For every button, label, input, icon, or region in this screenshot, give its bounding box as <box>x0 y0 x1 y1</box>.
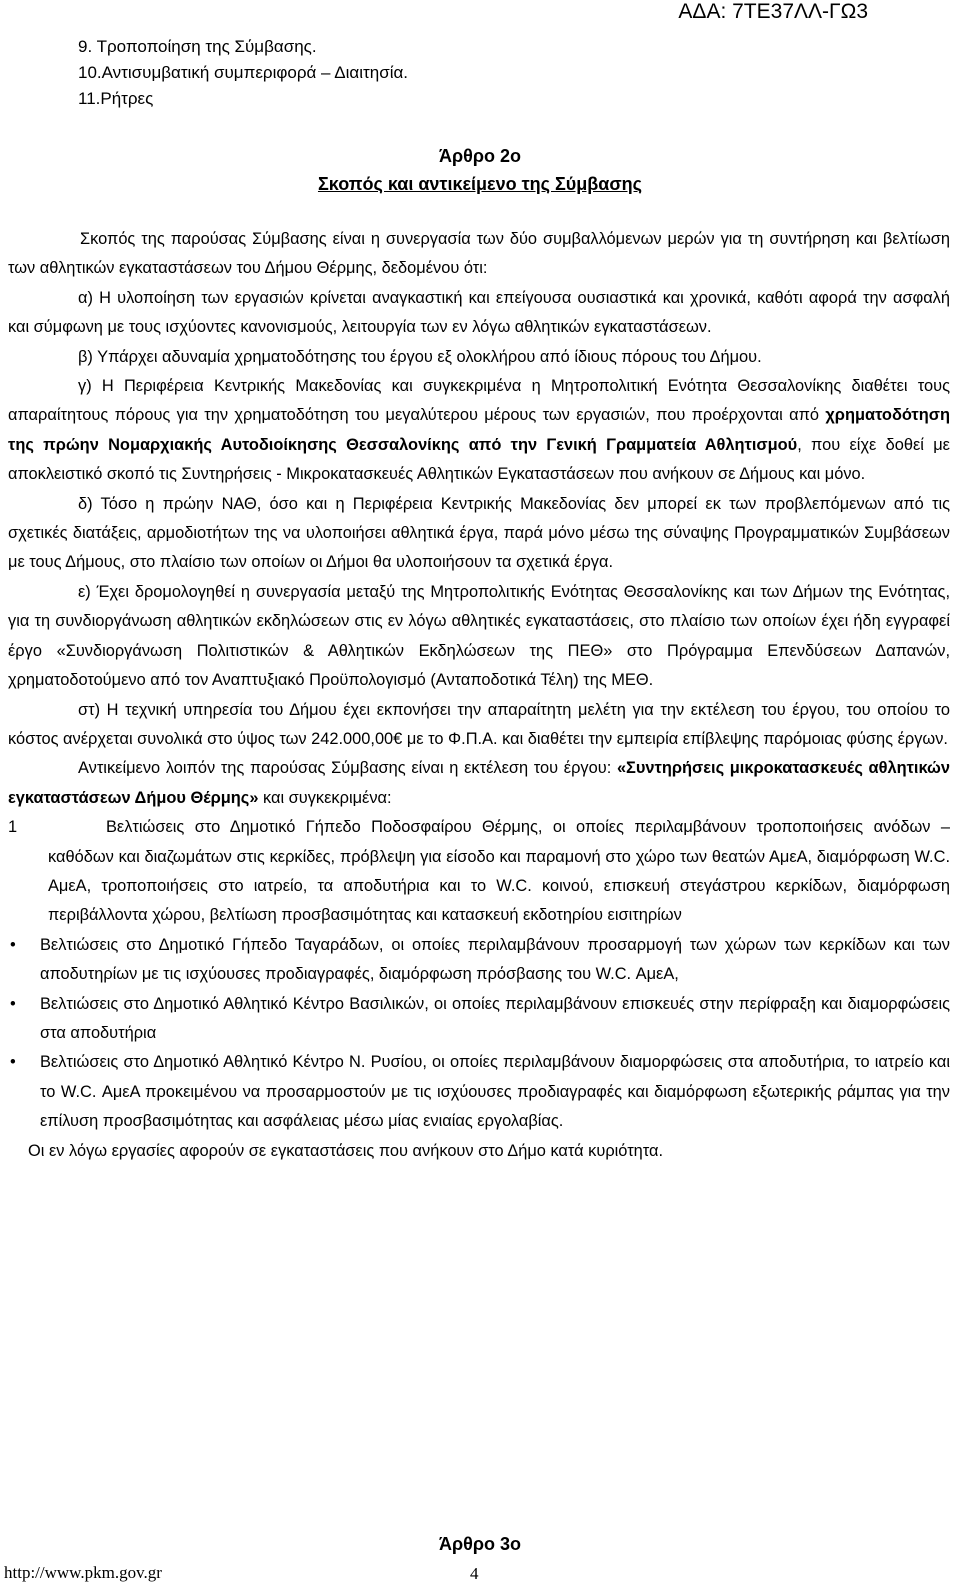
bullet-item-text: Βελτιώσεις στο Δημοτικό Αθλητικό Κέντρο Βασιλικών, οι οποίες περιλαμβάνουν επισκευές στην περίφραξη και διαμορφώσεις στα αποδυτήρια <box>40 994 950 1042</box>
closing-paragraph: Οι εν λόγω εργασίες αφορούν σε εγκαταστάσεις που ανήκουν στο Δήμο κατά κυριότητα. <box>28 1141 664 1160</box>
toc-item: 11.Ρήτρες <box>78 89 154 108</box>
article-2-title: Άρθρο 2ο <box>438 146 521 166</box>
bullet-icon: • <box>10 1053 16 1072</box>
bullet-item <box>8 990 950 1049</box>
paragraph-c <box>8 372 950 490</box>
paragraph-st: στ) Η τεχνική υπηρεσία του Δήμου έχει εκπονήσει την απαραίτητη μελέτη για την εκτέλεση του έργου, του οποίου το κόστος ανέρχεται συνολικά στο ύψος των 242.000,00€ με το Φ.Π.Α. και διαθέτει την εμπειρία επίβλεψης παρόμοιας φύσης έργων. <box>8 700 950 748</box>
document-body <box>8 225 950 1166</box>
bullet-item-text: Βελτιώσεις στο Δημοτικό Γήπεδο Ταγαράδων, οι οποίες περιλαμβάνουν προσαρμογή των χώρων των κερκίδων και των αποδυτηρίων με τις ισχύουσες προδιαγραφές, διαμόρφωση πρόσβασης του W.C. ΑμεΑ, <box>40 935 950 984</box>
paragraph-e: ε) Έχει δρομολογηθεί η συνεργασία μεταξύ της Μητροπολιτικής Ενότητας Θεσσαλονίκης και των Δήμων της Ενότητας, για τη συνδιοργάνωση αθλητικών εκδηλώσεων στις εν λόγω αθλητικές εγκαταστάσεις, στο πλαίσιο των οποίων έχει ήδη εγγραφεί έργο «Συνδιοργάνωση Πολιτιστικών & Αθλητικών Εκδηλώσεων της ΠΕΘ» στο Πρόγραμμα Επενδύσεων Δαπανών, χρηματοδοτούμενο από τον Αναπτυξιακό Προϋπολογισμό (Ανταποδοτικά Τέλη) της ΜΕΘ. <box>8 582 950 690</box>
bullet-icon: • <box>10 994 16 1013</box>
intro-paragraph: Σκοπός της παρούσας Σύμβασης είναι η συνεργασία των δύο συμβαλλόμενων μερών για τη συντήρηση και βελτίωση των αθλητικών εγκαταστάσεων του Δήμου Θέρμης, δεδομένου ότι: <box>8 230 950 278</box>
paragraph-c-bold: χρηματοδότηση της πρώην Νομαρχιακής Αυτοδιοίκησης Θεσσαλονίκης από την Γενική Γραμματεία Αθλητισμού <box>8 406 950 454</box>
toc-item: 10.Αντισυμβατική συμπεριφορά – Διαιτησία. <box>78 63 409 82</box>
numbered-item-label: 1 <box>8 818 18 837</box>
numbered-item <box>8 813 950 931</box>
ada-code: ΑΔΑ: 7ΤΕ37ΛΛ-ΓΩ3 <box>678 0 868 23</box>
article-2-subtitle: Σκοπός και αντικείμενο της Σύμβασης <box>317 174 643 194</box>
object-title-bold: «Συντηρήσεις μικροκατασκευές αθλητικών εγκαταστάσεων Δήμου Θέρμης» <box>8 759 951 807</box>
footer-url: http://www.pkm.gov.gr <box>4 1563 162 1582</box>
paragraph-d: δ) Τόσο η πρώην ΝΑΘ, όσο και η Περιφέρεια Κεντρικής Μακεδονίας δεν μπορεί εκ των προβλεπόμενων από τις σχετικές διατάξεις, αρμοδιοτήτων της να υλοποιήσει αθλητικά έργα, παρά μόνο μέσω της σύναψης Προγραμματικών Συμβάσεων με τους Δήμους, στο πλαίσιο των οποίων οι Δήμοι θα υλοποιήσουν τα σχετικά έργα. <box>8 494 950 572</box>
toc-list <box>78 34 408 112</box>
paragraph-c-text: γ) Η Περιφέρεια Κεντρικής Μακεδονίας και συγκεκριμένα η Μητροπολιτική Ενότητα Θεσσαλονίκης διαθέτει τους απαραίτητους πόρους για την χρηματοδότηση του μεγαλύτερου μέρους των εργασιών, που προέρχονται από <box>8 377 950 425</box>
bullet-item-text: Βελτιώσεις στο Δημοτικό Αθλητικό Κέντρο Ν. Ρυσίου, οι οποίες περιλαμβάνουν διαμορφώσεις στα αποδυτήρια, το ιατρείο και το W.C. ΑμεΑ προκειμένου να προσαρμοστούν με τις ισχύουσες προδιαγραφές και διαμόρφωση εξωτερικής ράμπας για την επίλυση προσβασιμότητας και ασφάλειας μέσω μίας ενιαίας εργολαβίας. <box>40 1053 950 1131</box>
bullet-icon: • <box>10 935 16 954</box>
paragraph-a: α) Η υλοποίηση των εργασιών κρίνεται αναγκαστική και επείγουσα ουσιαστικά και χρονικά, καθότι αφορά την ασφαλή και σύμφωνη με τους ισχύοντες κανονισμούς, λειτουργία των εν λόγω αθλητικών εγκαταστάσεων. <box>8 288 950 337</box>
toc-item: 9. Τροποποίηση της Σύμβασης. <box>78 37 317 56</box>
paragraph-b: β) Υπάρχει αδυναμία χρηματοδότησης του έργου εξ ολοκλήρου από ίδιους πόρους του Δήμου. <box>78 347 762 366</box>
page-number: 4 <box>470 1564 479 1583</box>
object-text: Αντικείμενο λοιπόν της παρούσας Σύμβασης είναι η εκτέλεση του έργου: <box>78 759 617 778</box>
bullet-item <box>8 1048 950 1136</box>
article-3-title: Άρθρο 3ο <box>438 1534 521 1554</box>
object-paragraph <box>8 754 950 813</box>
object-text-end: και συγκεκριμένα: <box>258 788 392 807</box>
numbered-item-text: Βελτιώσεις στο Δημοτικό Γήπεδο Ποδοσφαίρου Θέρμης, οι οποίες περιλαμβάνουν τροποποιήσεις ανόδων – καθόδων και διαζωμάτων στις κερκίδες, πρόβλεψη για είσοδο και παραμονή στο χώρο των θεατών ΑμεΑ, διαμόρφωση W.C. ΑμεΑ, τροποποιήσεις στο ιατρείο, τα αποδυτήρια και το W.C. κοινού, επισκευή στεγάστρου κερκίδων, διαμόρφωση περιβάλλοντα χώρου, βελτίωση προσβασιμότητας και κατασκευή εκδοτηρίου εισιτηρίων <box>48 818 950 925</box>
bullet-item <box>8 931 950 990</box>
paragraph-c-text-end: , που είχε δοθεί με αποκλειστικό σκοπό τις Συντηρήσεις - Μικροκατασκευές Αθλητικών Εγκαταστάσεων που ανήκουν σε Δήμους και μόνο. <box>8 435 950 484</box>
